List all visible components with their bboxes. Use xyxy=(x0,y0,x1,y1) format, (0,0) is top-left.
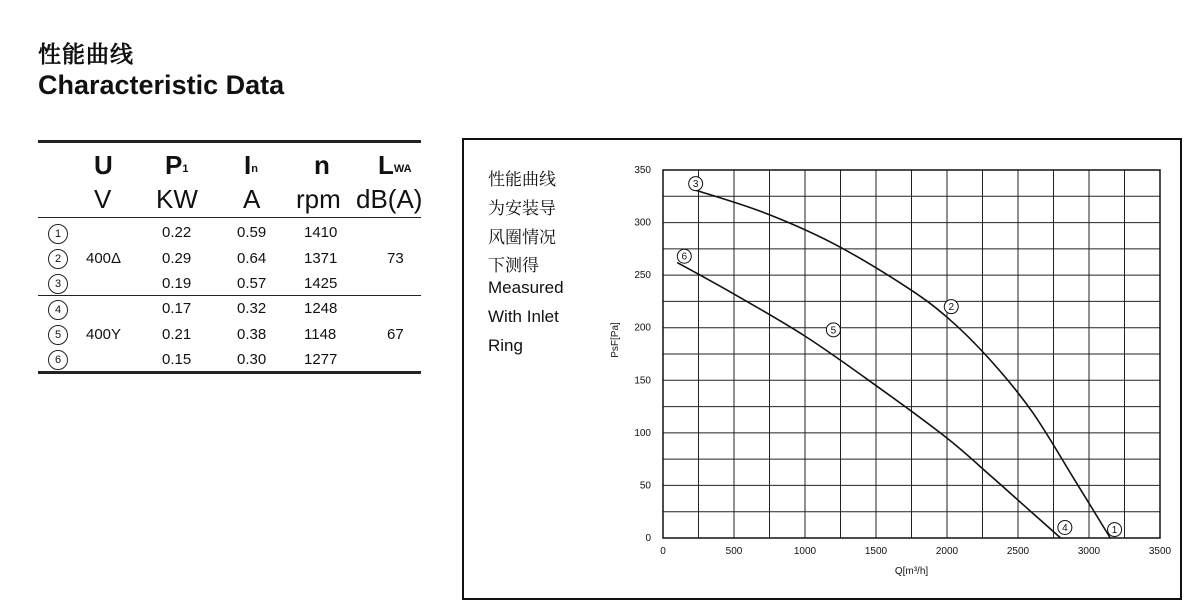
cell-rpm: 1148 xyxy=(304,326,337,343)
y-tick-label: 350 xyxy=(634,165,651,176)
cell-rpm: 1410 xyxy=(304,224,338,241)
x-tick-label: 2000 xyxy=(935,546,959,557)
cell-in: 0.38 xyxy=(237,326,267,343)
cell-p1: 0.19 xyxy=(162,275,192,292)
row-marker: 2 xyxy=(48,249,68,269)
y-axis-label: PsF[Pa] xyxy=(610,322,621,358)
row-marker: 5 xyxy=(48,325,68,345)
title-chinese: 性能曲线 xyxy=(38,42,134,68)
title-english: Characteristic Data xyxy=(38,70,285,100)
unit-voltage: V xyxy=(94,184,112,214)
header-power: $P_1$ xyxy=(165,150,189,180)
cell-lwa: 67 xyxy=(387,326,404,343)
header-current: $I_n$ xyxy=(244,150,258,180)
cell-in: 0.57 xyxy=(237,275,267,292)
x-tick-label: 3000 xyxy=(1077,546,1101,557)
cell-in: 0.64 xyxy=(237,250,267,267)
y-tick-label: 250 xyxy=(634,270,651,282)
cell-rpm: 1277 xyxy=(304,351,338,368)
cell-in: 0.59 xyxy=(237,224,267,241)
curve-marker-label: 2 xyxy=(948,302,955,314)
unit-speed: rpm xyxy=(296,184,341,214)
note-line: 风圈情况 xyxy=(488,228,556,247)
cell-p1: 0.22 xyxy=(162,224,192,241)
curve-marker-label: 6 xyxy=(681,251,688,263)
y-tick-label: 100 xyxy=(634,427,651,439)
x-axis-label: Q[m³/h] xyxy=(894,566,929,577)
note-line: 为安装导 xyxy=(488,199,556,218)
curve-marker-label: 4 xyxy=(1062,522,1068,534)
curve-marker-label: 5 xyxy=(830,325,837,337)
x-tick-label: 3500 xyxy=(1148,546,1172,557)
curve-marker-label: 1 xyxy=(1111,525,1118,537)
cell-lwa: 73 xyxy=(387,250,404,267)
x-tick-label: 1000 xyxy=(793,546,817,557)
y-tick-label: 150 xyxy=(634,375,651,387)
cell-p1: 0.15 xyxy=(162,351,192,368)
cell-voltage: 400Δ xyxy=(86,250,122,267)
cell-p1: 0.21 xyxy=(162,326,192,343)
note-line: 下测得 xyxy=(488,256,539,275)
cell-p1: 0.29 xyxy=(162,250,192,267)
row-marker: 6 xyxy=(48,350,68,370)
note-line: 性能曲线 xyxy=(488,170,556,189)
note-line: With Inlet xyxy=(488,307,559,326)
unit-current: A xyxy=(243,184,261,214)
cell-rpm: 1425 xyxy=(304,275,338,292)
y-tick-label: 0 xyxy=(645,533,651,544)
cell-voltage: 400Y xyxy=(86,326,122,343)
header-speed: n xyxy=(314,150,330,180)
x-tick-label: 1500 xyxy=(864,546,888,557)
header-sound-level: $L_{WA}$ xyxy=(378,150,412,180)
series-line-2 xyxy=(677,263,1060,538)
cell-p1: 0.17 xyxy=(162,300,192,317)
cell-in: 0.30 xyxy=(237,351,267,368)
cell-in: 0.32 xyxy=(237,300,267,317)
x-tick-label: 500 xyxy=(725,546,743,557)
cell-rpm: 1371 xyxy=(304,250,338,267)
y-tick-label: 200 xyxy=(634,322,651,334)
row-marker: 4 xyxy=(48,300,68,320)
curve-marker-label: 3 xyxy=(692,179,699,191)
unit-sound-level: dB(A) xyxy=(356,184,423,214)
unit-power: KW xyxy=(156,184,198,214)
header-voltage: U xyxy=(94,150,113,180)
y-tick-label: 300 xyxy=(634,217,651,229)
y-tick-label: 50 xyxy=(639,480,651,492)
note-line: Measured xyxy=(488,278,564,297)
note-line: Ring xyxy=(488,336,523,355)
row-marker: 3 xyxy=(48,274,68,294)
x-tick-label: 2500 xyxy=(1006,546,1030,557)
row-marker: 1 xyxy=(48,224,68,244)
cell-rpm: 1248 xyxy=(304,300,338,317)
x-tick-label: 0 xyxy=(660,546,666,557)
